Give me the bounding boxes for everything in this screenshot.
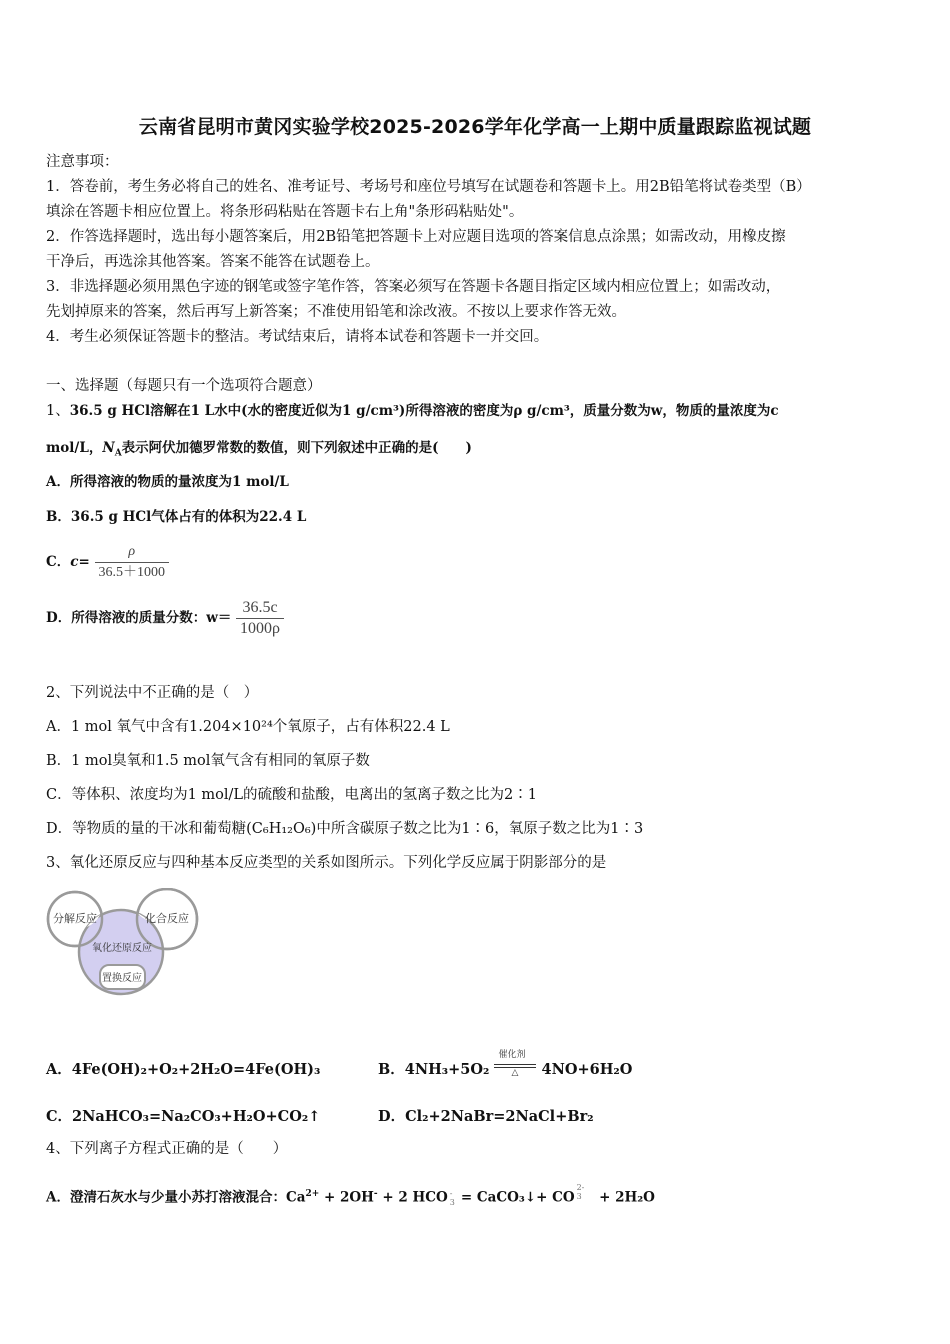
q1-number: 1、 bbox=[46, 403, 70, 419]
q1-option-d-denominator: 1000ρ bbox=[236, 618, 284, 639]
q3-option-b-left: B．4NH₃+5O₂ bbox=[378, 1061, 490, 1078]
q3-stem: 3、氧化还原反应与四种基本反应类型的关系如图所示。下列化学反应属于阴影部分的是 bbox=[46, 855, 607, 871]
q4-eq-hco-script bbox=[450, 1189, 455, 1207]
q4-eq-co3-sub: 3 bbox=[576, 1192, 582, 1201]
q4-eq-ca-charge: 2+ bbox=[305, 1189, 320, 1199]
redox-venn-diagram bbox=[44, 888, 209, 1003]
q3-option-a: A．4Fe(OH)₂+O₂+2H₂O=4Fe(OH)₃ bbox=[46, 1061, 321, 1078]
q4-eq-ca: Ca bbox=[285, 1189, 306, 1206]
q1-option-d-label: D．所得溶液的质量分数：w＝ bbox=[46, 610, 232, 626]
combination-label: 化合反应 bbox=[145, 912, 189, 925]
q2-stem: 2、下列说法中不正确的是（ ） bbox=[46, 685, 259, 701]
replacement-label: 置换反应 bbox=[102, 973, 142, 984]
notice-line-4: 干净后，再选涂其他答案。答案不能答在试题卷上。 bbox=[46, 254, 380, 270]
notice-heading: 注意事项： bbox=[46, 154, 119, 170]
q1-stem-2b: 表示阿伏加德罗常数的数值，则下列叙述中正确的是( ) bbox=[121, 440, 472, 456]
notice-line-7: 4．考生必须保证答题卡的整洁。考试结束后，请将本试卷和答题卡一并交回。 bbox=[46, 329, 549, 345]
q4-eq-caco3: = CaCO₃↓+ CO bbox=[460, 1189, 575, 1206]
q4-eq-co3-script bbox=[577, 1183, 585, 1201]
redox-label: 氧化还原反应 bbox=[92, 943, 152, 954]
notice-line-6: 先划掉原来的答案，然后再写上新答案；不准使用铅笔和涂改液。不按以上要求作答无效。 bbox=[46, 304, 626, 320]
notice-line-2: 填涂在答题卡相应位置上。将条形码粘贴在答题卡右上角"条形码粘贴处"。 bbox=[46, 204, 524, 220]
notice-line-1: 1．答卷前，考生务必将自己的姓名、准考证号、考场号和座位号填写在试题卷和答题卡上。用2B铅笔将试卷类型（B） bbox=[46, 179, 811, 195]
q4-option-a-prefix: A．澄清石灰水与少量小苏打溶液混合： bbox=[46, 1189, 286, 1206]
q1-stem-line-2 bbox=[46, 438, 916, 464]
q1-option-d-fraction bbox=[236, 598, 284, 639]
q1-option-c bbox=[46, 542, 916, 582]
q4-eq-hco-sub: 3 bbox=[449, 1198, 455, 1207]
page-title: 云南省昆明市黄冈实验学校2025-2026学年化学高一上期中质量跟踪监视试题 bbox=[138, 116, 812, 138]
decomposition-label: 分解反应 bbox=[53, 912, 97, 925]
q1-option-c-var: c= bbox=[70, 554, 90, 570]
q1-option-d-numerator: 36.5c bbox=[242, 599, 278, 616]
section-heading: 一、选择题（每题只有一个选项符合题意） bbox=[46, 378, 322, 394]
q3-option-d: D．Cl₂+2NaBr=2NaCl+Br₂ bbox=[378, 1108, 594, 1125]
q2-option-d: D．等物质的量的干冰和葡萄糖(C₆H₁₂O₆)中所含碳原子数之比为1∶6，氧原子数之比为1∶3 bbox=[46, 821, 644, 837]
q1-option-c-fraction bbox=[95, 542, 170, 583]
q3-option-b-arrow bbox=[494, 1050, 536, 1078]
q1-stem-line-1 bbox=[46, 401, 916, 421]
catalyst-label: 催化剂 bbox=[498, 1050, 526, 1060]
q1-option-b: B．36.5 g HCl气体占有的体积为22.4 L bbox=[46, 509, 307, 525]
q4-option-a bbox=[46, 1184, 916, 1208]
q2-option-a: A．1 mol 氧气中含有1.204×10²⁴个氧原子，占有体积22.4 L bbox=[46, 719, 450, 735]
q3-option-c: C．2NaHCO₃=Na₂CO₃+H₂O+CO₂↑ bbox=[46, 1108, 321, 1125]
notice-line-3: 2．作答选择题时，选出每小题答案后，用2B铅笔把答题卡上对应题目选项的答案信息点涂黑；如需改动，用橡皮擦 bbox=[46, 229, 786, 245]
q4-eq-oh-charge: - bbox=[373, 1189, 378, 1199]
q4-stem: 4、下列离子方程式正确的是（ ） bbox=[46, 1141, 288, 1157]
notice-line-5: 3．非选择题必须用黑色字迹的钢笔或签字笔作答，答案必须写在答题卡各题目指定区域内相应位置上；如需改动， bbox=[46, 279, 781, 295]
q1-option-d bbox=[46, 598, 916, 646]
q4-eq-hco-charge: - bbox=[449, 1189, 453, 1198]
q1-option-c-denominator: 36.5＋1000 bbox=[95, 562, 170, 583]
q1-stem-text-1: 36.5 g HCl溶解在1 L水中(水的密度近似为1 g/cm³)所得溶液的密度为ρ g/cm³，质量分数为w，物质的量浓度为c bbox=[69, 403, 779, 419]
q1-na-subscript: A bbox=[114, 448, 122, 459]
heat-label: △ bbox=[511, 1068, 519, 1078]
q1-option-c-numerator: ρ bbox=[128, 544, 136, 559]
q1-option-c-label: C． bbox=[46, 554, 71, 570]
q1-option-a: A．所得溶液的物质的量浓度为1 mol/L bbox=[46, 474, 289, 490]
q4-eq-co3-charge: 2- bbox=[576, 1183, 585, 1192]
q1-na-symbol: N bbox=[102, 440, 115, 456]
q1-stem-2a: mol/L， bbox=[46, 440, 103, 456]
q4-eq-hco: + 2 HCO bbox=[377, 1189, 448, 1206]
q3-option-b-right: 4NO+6H₂O bbox=[541, 1061, 633, 1078]
q3-option-b bbox=[378, 1050, 633, 1079]
q4-eq-water: + 2H₂O bbox=[594, 1189, 655, 1206]
q2-option-c: C．等体积、浓度均为1 mol/L的硫酸和盐酸，电离出的氢离子数之比为2∶1 bbox=[46, 787, 538, 803]
q4-eq-oh: + 2OH bbox=[319, 1189, 374, 1206]
q2-option-b: B．1 mol臭氧和1.5 mol氧气含有相同的氧原子数 bbox=[46, 753, 370, 769]
